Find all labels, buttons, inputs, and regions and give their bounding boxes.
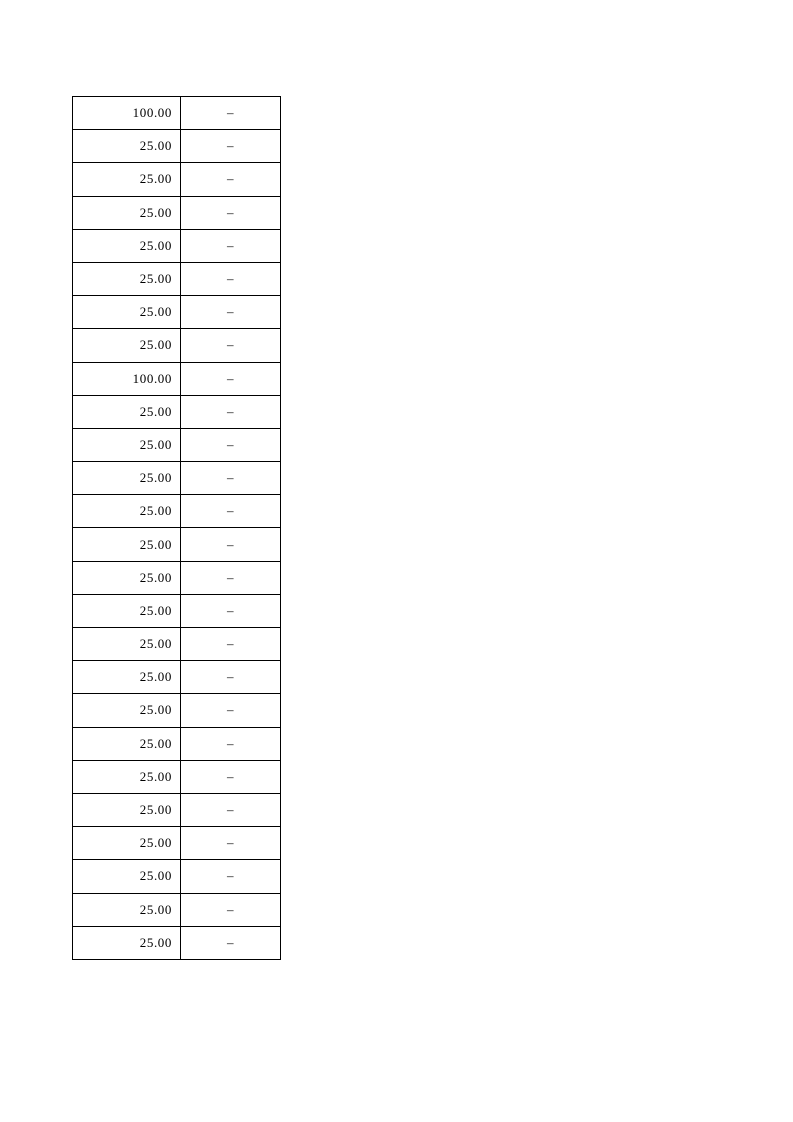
cell-value: –: [181, 528, 281, 561]
amount-table: [72, 96, 281, 960]
cell-amount: 25.00: [73, 196, 181, 229]
cell-amount: 25.00: [73, 163, 181, 196]
table-row: [73, 827, 281, 860]
amount-table-container: [72, 96, 281, 960]
cell-amount: 25.00: [73, 395, 181, 428]
cell-value: –: [181, 727, 281, 760]
table-row: [73, 561, 281, 594]
cell-value: –: [181, 362, 281, 395]
table-row: [73, 760, 281, 793]
cell-amount: 25.00: [73, 628, 181, 661]
cell-amount: 25.00: [73, 428, 181, 461]
table-row: [73, 594, 281, 627]
table-row: [73, 130, 281, 163]
table-row: [73, 262, 281, 295]
cell-value: –: [181, 262, 281, 295]
table-row: [73, 528, 281, 561]
cell-amount: 25.00: [73, 793, 181, 826]
cell-value: –: [181, 594, 281, 627]
cell-value: –: [181, 628, 281, 661]
table-row: [73, 395, 281, 428]
cell-amount: 25.00: [73, 727, 181, 760]
cell-amount: 25.00: [73, 661, 181, 694]
cell-value: –: [181, 130, 281, 163]
cell-value: –: [181, 926, 281, 959]
table-row: [73, 196, 281, 229]
table-row: [73, 926, 281, 959]
cell-value: –: [181, 196, 281, 229]
cell-amount: 25.00: [73, 893, 181, 926]
table-row: [73, 97, 281, 130]
cell-amount: 25.00: [73, 561, 181, 594]
cell-value: –: [181, 428, 281, 461]
table-row: [73, 727, 281, 760]
cell-value: –: [181, 395, 281, 428]
cell-amount: 25.00: [73, 130, 181, 163]
cell-amount: 25.00: [73, 827, 181, 860]
cell-value: –: [181, 860, 281, 893]
table-row: [73, 860, 281, 893]
cell-amount: 25.00: [73, 462, 181, 495]
cell-value: –: [181, 462, 281, 495]
table-row: [73, 428, 281, 461]
cell-amount: 25.00: [73, 329, 181, 362]
table-row: [73, 694, 281, 727]
cell-value: –: [181, 329, 281, 362]
cell-value: –: [181, 893, 281, 926]
table-row: [73, 893, 281, 926]
table-row: [73, 628, 281, 661]
table-row: [73, 661, 281, 694]
table-row: [73, 296, 281, 329]
cell-amount: 25.00: [73, 229, 181, 262]
table-row: [73, 462, 281, 495]
cell-value: –: [181, 163, 281, 196]
cell-value: –: [181, 827, 281, 860]
cell-amount: 100.00: [73, 97, 181, 130]
cell-value: –: [181, 495, 281, 528]
cell-value: –: [181, 296, 281, 329]
cell-amount: 25.00: [73, 528, 181, 561]
table-row: [73, 229, 281, 262]
table-row: [73, 495, 281, 528]
cell-value: –: [181, 561, 281, 594]
cell-amount: 25.00: [73, 760, 181, 793]
cell-amount: 25.00: [73, 860, 181, 893]
cell-value: –: [181, 229, 281, 262]
cell-amount: 25.00: [73, 926, 181, 959]
cell-amount: 25.00: [73, 594, 181, 627]
table-row: [73, 329, 281, 362]
cell-value: –: [181, 661, 281, 694]
cell-amount: 100.00: [73, 362, 181, 395]
amount-table-body: [73, 97, 281, 960]
cell-amount: 25.00: [73, 694, 181, 727]
cell-value: –: [181, 694, 281, 727]
cell-value: –: [181, 97, 281, 130]
table-row: [73, 793, 281, 826]
table-row: [73, 362, 281, 395]
cell-value: –: [181, 793, 281, 826]
table-row: [73, 163, 281, 196]
cell-amount: 25.00: [73, 296, 181, 329]
cell-amount: 25.00: [73, 262, 181, 295]
cell-value: –: [181, 760, 281, 793]
cell-amount: 25.00: [73, 495, 181, 528]
